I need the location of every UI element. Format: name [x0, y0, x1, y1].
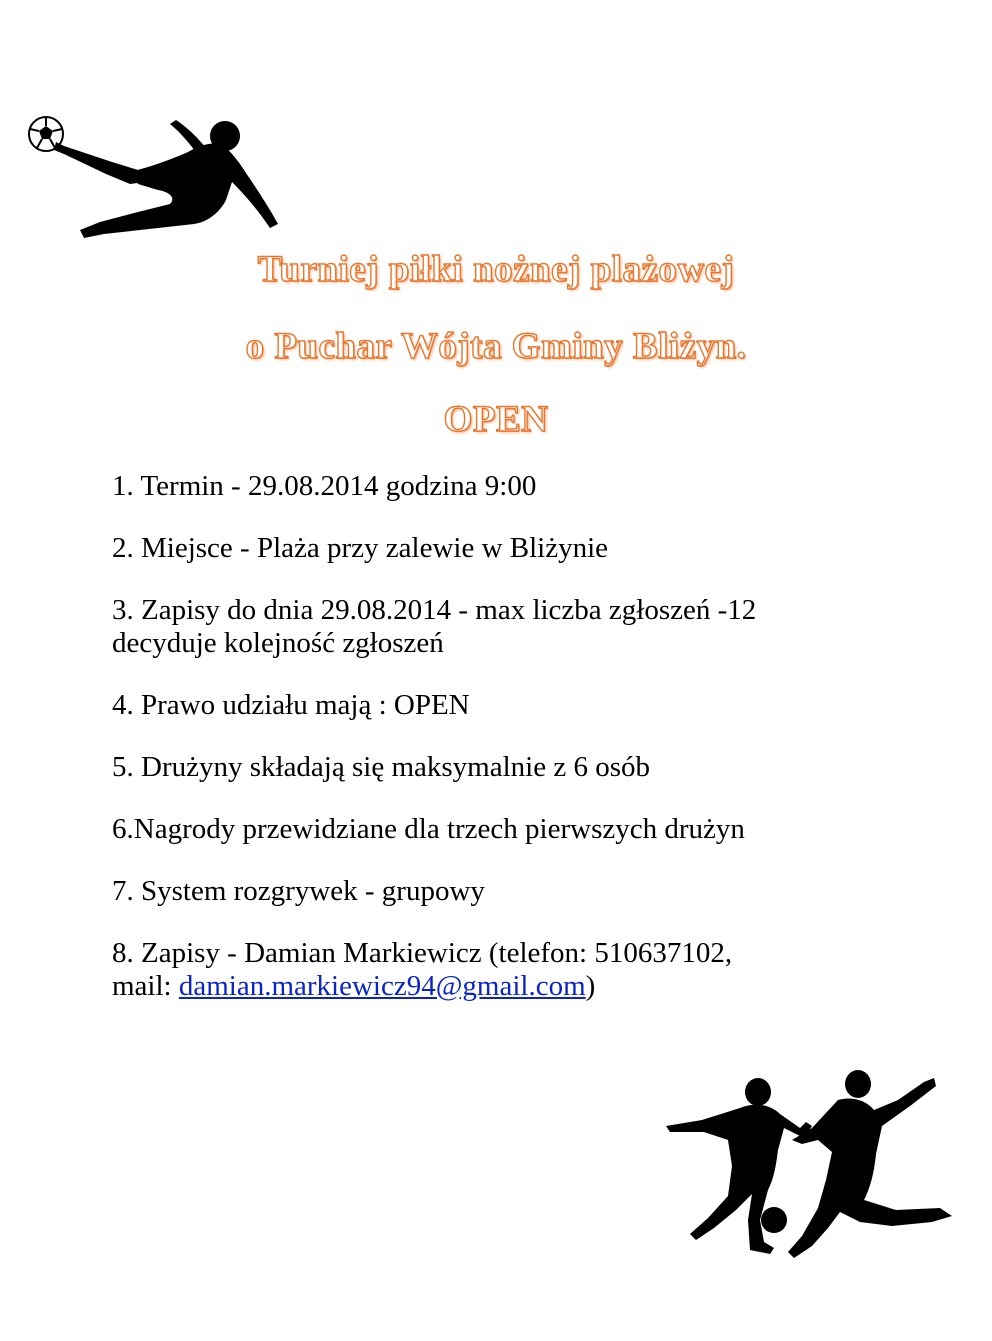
list-item [112, 689, 912, 722]
mail-suffix: ) [585, 970, 596, 1002]
contact-mail-line [112, 970, 912, 1003]
list-item [112, 532, 912, 565]
list-item-text: decyduje kolejność zgłoszeń [112, 627, 444, 659]
list-item-text: 5. Drużyny składają się maksymalnie z 6 osób [112, 751, 650, 783]
list-item-text: 6.Nagrody przewidziane dla trzech pierwszych drużyn [112, 813, 745, 845]
list-item-text: 4. Prawo udziału mają : OPEN [112, 689, 470, 721]
list-item [112, 470, 912, 503]
list-item [112, 813, 912, 846]
list-item-text: 3. Zapisy do dnia 29.08.2014 - max liczba zgłoszeń -12 [112, 594, 757, 626]
title-line-3: OPEN [443, 399, 549, 440]
list-item-text: 1. Termin - 29.08.2014 godzina 9:00 [112, 470, 537, 502]
list-item [112, 751, 912, 784]
title-line-1: Turniej piłki nożnej plażowej [257, 249, 735, 290]
contact-item [112, 937, 912, 1003]
list-item [112, 594, 912, 660]
list-item-text: 7. System rozgrywek - grupowy [112, 875, 485, 907]
two-soccer-players-silhouette-icon [662, 1070, 957, 1265]
email-link[interactable]: damian.markiewicz94@gmail.com [178, 970, 586, 1002]
list-item-text: 2. Miejsce - Plaża przy zalewie w Bliżynie [112, 532, 609, 564]
info-list [112, 470, 912, 1003]
soccer-player-overhead-kick-silhouette-icon [20, 112, 285, 242]
mail-prefix: mail: [112, 970, 179, 1002]
list-item [112, 875, 912, 908]
contact-line: 8. Zapisy - Damian Markiewicz (telefon: 510637102, [112, 937, 733, 969]
title-line-2: o Puchar Wójta Gminy Bliżyn. [245, 326, 747, 367]
